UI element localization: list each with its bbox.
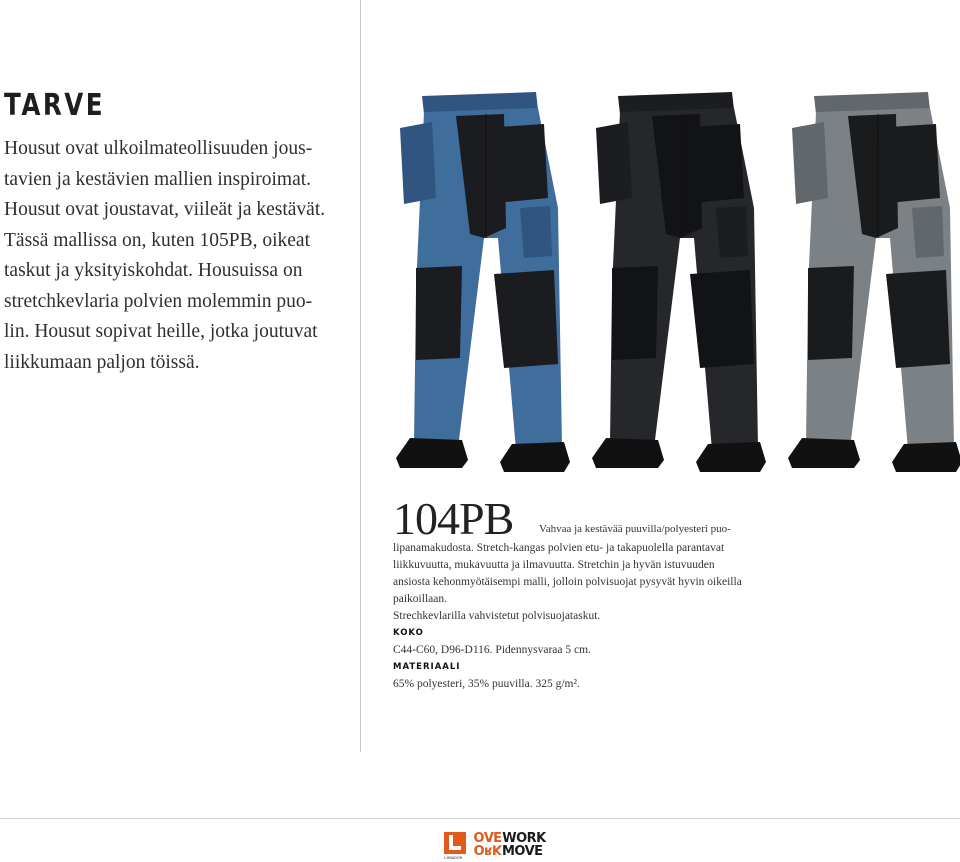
logo-brand-top: WORK [502,831,546,846]
thigh-pocket [912,206,944,258]
intro-paragraph [4,134,334,378]
intro-line: Housut ovat ulkoilmateollisuuden jous- [4,138,313,159]
pants-blue-black [396,92,570,472]
description-line: lipanamakudosta. Stretch-kangas polvien etu- ja takapuolella parantavat [393,542,725,554]
product-code: 104PB [393,493,514,544]
logo-mirror-bottom: ꓘᴚO [474,844,502,859]
product-description-first-line: Vahvaa ja kestävää puuvilla/polyesteri puo- [539,523,731,535]
pants-grey-black [788,92,960,472]
left-holster-pocket [792,122,828,204]
intro-line: Tässä mallissa on, kuten 105PB, oikeat [4,229,311,251]
labrador-logo-icon [444,832,466,854]
horizontal-divider [0,818,960,819]
left-knee-pad [416,266,462,360]
left-boot [788,438,860,468]
left-knee-pad [612,266,658,360]
description-line: liikkuvuutta, mukavuutta ja ilmavuutta. Stretchin ja hyvän istuvuuden [393,559,715,571]
logo-brand-bottom: MOVE [501,844,543,859]
left-holster-pocket [400,122,436,204]
left-holster-pocket [596,122,632,204]
product-description [393,540,793,693]
intro-line: liikkumaan paljon töissä. [4,351,200,373]
work-move-logo [474,831,546,859]
right-knee-pad [690,270,754,368]
right-knee-pad [886,270,950,368]
intro-line: stretchkevlaria polvien molemmin puo- [4,290,313,312]
material-label: MATERIAALI [393,662,461,672]
right-boot [500,442,570,472]
intro-line: lin. Housut sopivat heille, jotka joutuvat [4,321,318,342]
intro-line: Housut ovat joustavat, viileät ja kestävät. [4,199,326,220]
right-holster-pocket [874,124,940,204]
right-knee-pad [494,270,558,368]
right-holster-pocket [678,124,744,204]
material-value: 65% polyesteri, 35% puuvilla. 325 g/m². [393,678,580,690]
logo-mirror-top: ƎVO [474,831,503,846]
size-spec [393,625,793,659]
section-title: TARVE [4,88,106,123]
right-boot [696,442,766,472]
left-boot [396,438,468,468]
left-boot [592,438,664,468]
vertical-divider [360,0,361,752]
size-label: KOKO [393,628,424,638]
labrador-logo-text: L.BRADOR [444,856,463,860]
pants-black [592,92,766,472]
product-info [393,493,793,693]
intro-line: tavien ja kestävien mallien inspiroimat. [4,168,312,190]
right-holster-pocket [482,124,548,204]
product-header [393,493,793,544]
right-boot [892,442,960,472]
description-line: Strechkevlarilla vahvistetut polvisuojataskut. [393,610,601,622]
product-photos [386,88,960,500]
description-line: ansiosta kehonmyötäisempi malli, jolloin polvisuojat pysyvät hyvin oikeilla [393,576,742,588]
description-line: paikoillaan. [393,593,447,605]
thigh-pocket [520,206,552,258]
pants-illustrations [386,88,960,500]
left-knee-pad [808,266,854,360]
thigh-pocket [716,206,748,258]
size-value: C44-C60, D96-D116. Pidennysvaraa 5 cm. [393,644,591,656]
intro-line: taskut ja yksityiskohdat. Housuissa on [4,260,303,281]
material-spec [393,659,793,693]
